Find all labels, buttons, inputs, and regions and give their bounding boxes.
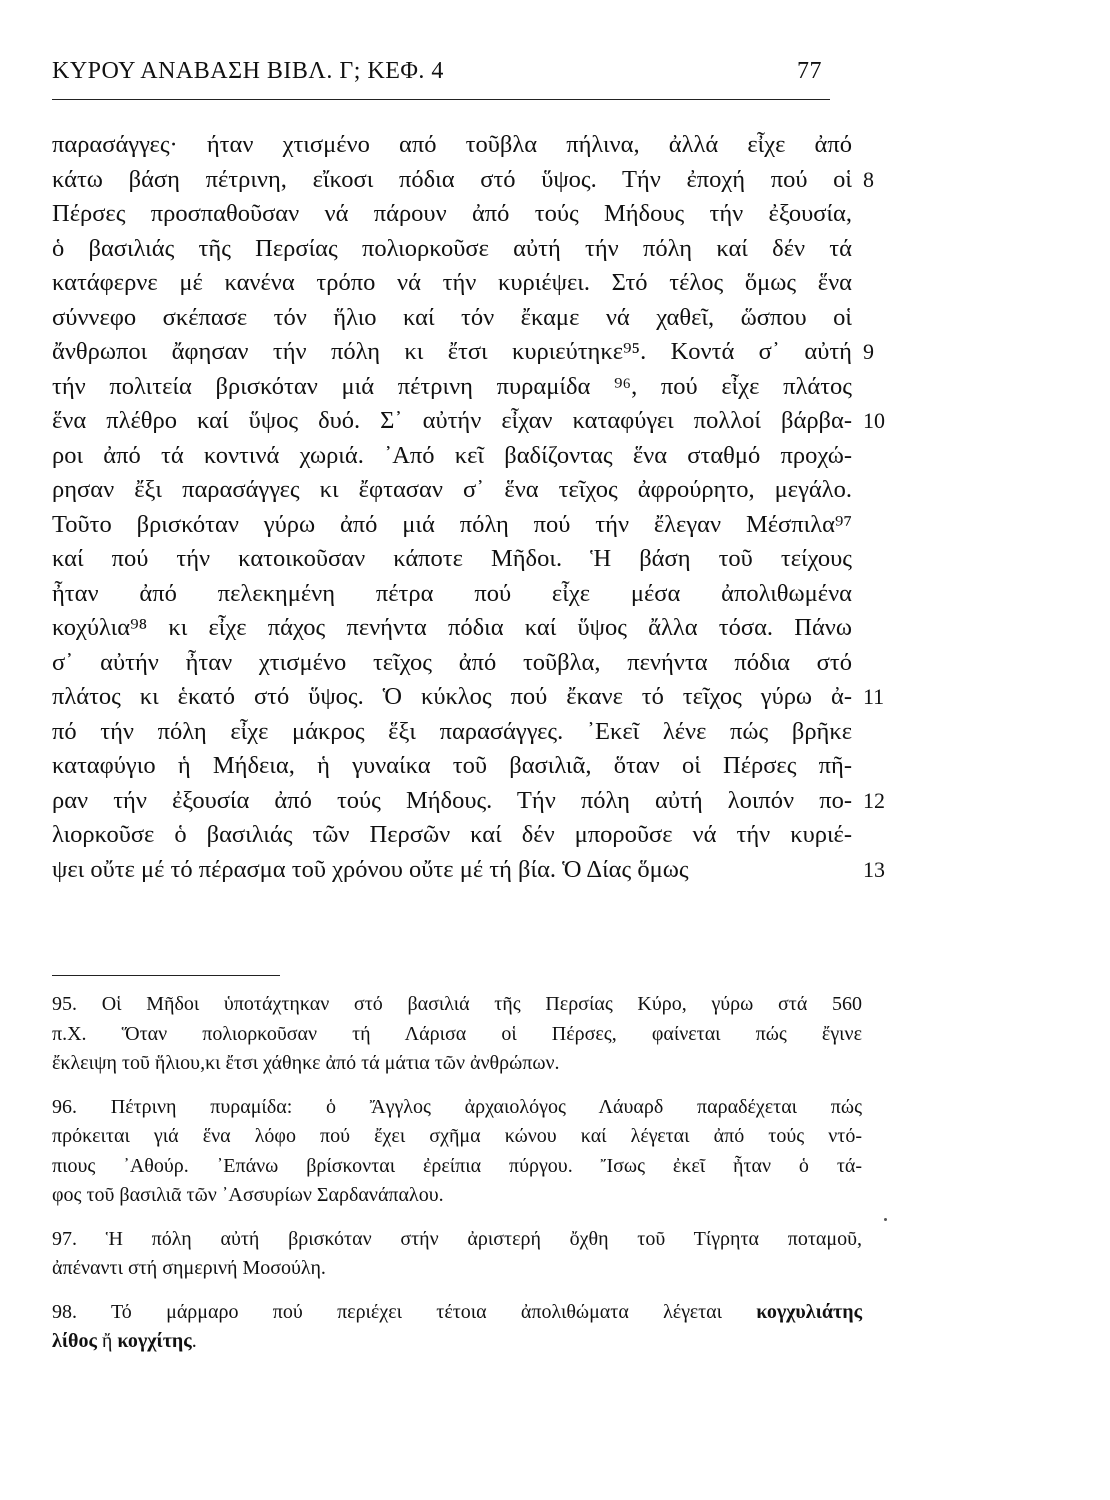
footnote-line: πρόκειται γιά ἕνα λόφο πού ἔχει σχῆμα κώνου καί λέγεται ἀπό τούς ντό-: [52, 1125, 862, 1147]
text-line: καί πού τήν κατοικοῦσαν κάποτε Μῆδοι. Ἡ βάση τοῦ τείχους: [52, 545, 852, 572]
footnote-line: π.Χ. Ὅταν πολιορκοῦσαν τή Λάρισα οἱ Πέρσες, φαίνεται πώς ἔγινε: [52, 1022, 862, 1045]
text-line: λιορκοῦσε ὁ βασιλιάς τῶν Περσῶν καί δέν μποροῦσε νά τήν κυριέ-: [52, 821, 852, 848]
footnote-line: [52, 1298, 862, 1328]
bold-term: λίθος: [52, 1330, 97, 1352]
footnote-line: 95. Οἱ Μῆδοι ὑποτάχτηκαν στό βασιλιά τῆς Περσίας Κύρο, γύρω στά 560: [52, 993, 862, 1015]
footnote-rule: [52, 975, 280, 976]
bold-term: κογχυλιάτης: [756, 1300, 862, 1323]
margin-section-number: 12: [863, 787, 885, 813]
text-line: ψει οὔτε μέ τό πέρασμα τοῦ χρόνου οὔτε μέ τή βία. Ὁ Δίας ὅμως: [52, 855, 689, 883]
text-line: πλάτος κι ἑκατό στό ὕψος. Ὁ κύκλος πού ἔκανε τό τεῖχος γύρω ἀ-: [52, 683, 852, 710]
page-number: 77: [797, 58, 822, 84]
text-line: σύννεφο σκέπασε τόν ἥλιο καί τόν ἔκαμε νά χαθεῖ, ὥσπου οἱ: [52, 303, 852, 331]
text-line: ραν τήν ἐξουσία ἀπό τούς Μήδους. Τήν πόλη αὐτή λοιπόν πο-: [52, 786, 852, 814]
footnotes: [52, 990, 862, 1371]
margin-section-number: 11: [863, 684, 885, 709]
margin-section-number: 10: [863, 408, 885, 433]
footnote-text: ἤ: [96, 1330, 118, 1352]
footnote-97: [52, 1225, 862, 1284]
text-line: κοχύλια⁹⁸ κι εἶχε πάχος πενήντα πόδια καί ὕψος ἄλλα τόσα. Πάνω: [52, 614, 852, 641]
text-line: ὁ βασιλιάς τῆς Περσίας πολιορκοῦσε αὐτή τήν πόλη καί δέν τά: [52, 234, 852, 262]
margin-section-number: 8: [863, 166, 874, 192]
footnote-95: [52, 990, 862, 1079]
footnote-text: 98. Τό μάρμαρο πού περιέχει τέτοια ἀπολιθώματα λέγεται: [52, 1300, 757, 1323]
footnote-98: [52, 1298, 862, 1357]
text-line: πό τήν πόλη εἶχε μάκρος ἕξι παρασάγγες. ᾽Εκεῖ λένε πώς βρῆκε: [52, 717, 852, 745]
footnote-line: 96. Πέτρινη πυραμίδα: ὁ Ἄγγλος ἀρχαιολόγος Λάυαρδ παραδέχεται πώς: [52, 1095, 862, 1118]
text-line: σ᾽ αὐτήν ἦταν χτισμένο τεῖχος ἀπό τοῦβλα, πενήντα πόδια στό: [52, 648, 852, 676]
text-line: κατάφερνε μέ κανένα τρόπο νά τήν κυριέψει. Στό τέλος ὅμως ἕνα: [52, 269, 852, 296]
footnote-line: 97. Ἡ πόλη αὐτή βρισκόταν στήν ἀριστερή ὄχθη τοῦ Τίγρητα ποταμοῦ,: [52, 1227, 862, 1250]
text-line: κάτω βάση πέτρινη, εἴκοσι πόδια στό ὕψος. Τήν ἐποχή πού οἱ: [52, 165, 852, 193]
footnote-line: ἔκλειψη τοῦ ἥλιου,κι ἔτσι χάθηκε ἀπό τά μάτια τῶν ἀνθρώπων.: [52, 1052, 560, 1074]
speck-mark: [884, 1218, 887, 1221]
footnote-line: φος τοῦ βασιλιᾶ τῶν ᾽Ασσυρίων Σαρδανάπαλου.: [52, 1184, 444, 1206]
text-line: Τοῦτο βρισκόταν γύρω ἀπό μιά πόλη πού τήν ἔλεγαν Μέσπιλα⁹⁷: [52, 510, 852, 538]
text-line: ρησαν ἔξι παρασάγγες κι ἔφτασαν σ᾽ ἕνα τεῖχος ἀφρούρητο, μεγάλο.: [52, 476, 852, 503]
text-line: καταφύγιο ἡ Μήδεια, ἡ γυναίκα τοῦ βασιλιᾶ, ὅταν οἱ Πέρσες πῆ-: [52, 752, 852, 779]
text-line: ἕνα πλέθρο καί ὕψος δυό. Σ᾽ αὐτήν εἶχαν καταφύγει πολλοί βάρβα-: [52, 407, 852, 434]
margin-section-number: 9: [863, 339, 874, 364]
margin-section-number: 13: [863, 856, 885, 882]
bold-term: κογχίτης: [117, 1330, 192, 1352]
text-line: Πέρσες προσπαθοῦσαν νά πάρουν ἀπό τούς Μήδους τήν ἐξουσία,: [52, 200, 852, 227]
running-header: [52, 58, 830, 92]
text-line: τήν πολιτεία βρισκόταν μιά πέτρινη πυραμίδα ⁹⁶, πού εἶχε πλάτος: [52, 372, 852, 400]
body-text: [52, 128, 852, 887]
footnote-line: [52, 1327, 862, 1357]
running-title: ΚΥΡΟΥ ΑΝΑΒΑΣΗ ΒΙΒΛ. Γ; ΚΕΦ. 4: [52, 58, 444, 84]
header-rule: [52, 99, 830, 100]
footnote-text: .: [191, 1330, 197, 1352]
text-line: ἦταν ἀπό πελεκημένη πέτρα πού εἶχε μέσα ἀπολιθωμένα: [52, 579, 852, 607]
text-line: ροι ἀπό τά κοντινά χωριά. ᾽Από κεῖ βαδίζοντας ἕνα σταθμό προχώ-: [52, 441, 852, 469]
footnote-line: πιους ᾽Αθούρ. ᾽Επάνω βρίσκονται ἐρείπια πύργου. Ἴσως ἐκεῖ ἦταν ὁ τά-: [52, 1154, 862, 1177]
footnote-line: ἀπέναντι στή σημερινή Μοσούλη.: [52, 1257, 326, 1279]
text-line: ἄνθρωποι ἄφησαν τήν πόλη κι ἔτσι κυριεύτηκε⁹⁵. Κοντά σ᾽ αὐτή: [52, 338, 852, 365]
text-line: παρασάγγες· ήταν χτισμένο από τοῦβλα πήλινα, ἀλλά εἶχε ἀπό: [52, 131, 852, 158]
footnote-96: [52, 1093, 862, 1211]
